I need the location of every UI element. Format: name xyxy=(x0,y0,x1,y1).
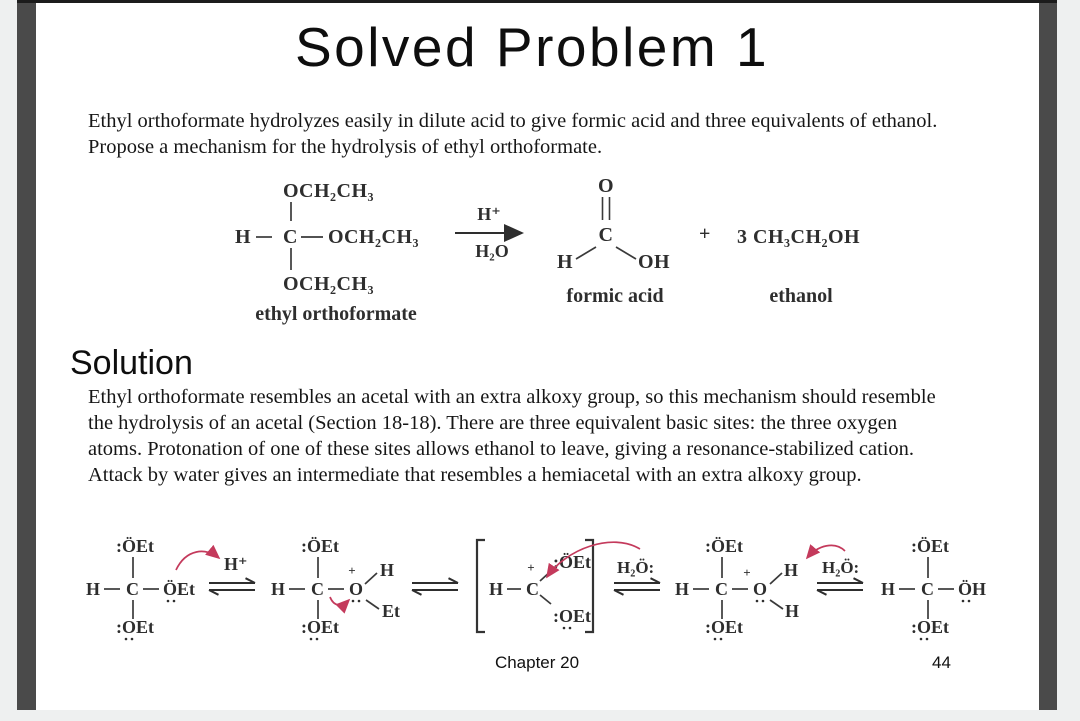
ethanol-label: ethanol xyxy=(769,285,833,307)
solution-line-2: the hydrolysis of an acetal (Section 18-18). There are three equivalent basic sites: the three oxygen xyxy=(88,412,898,434)
lone-pair-dot xyxy=(310,638,313,641)
struct5-h: H xyxy=(881,579,896,599)
struct1-top: :ÖEt xyxy=(116,536,154,556)
reactant-top-group: OCH₂CH₃ xyxy=(283,180,375,202)
struct4-h: H xyxy=(675,579,690,599)
solution-line-3: atoms. Protonation of one of these sites allows ethanol to leave, giving a resonance-stabilized cation. xyxy=(88,438,915,460)
condition-above: H⁺ xyxy=(477,204,501,224)
struct3-charge: + xyxy=(527,560,535,575)
struct2-c: C xyxy=(311,579,324,599)
problem-line-2: Propose a mechanism for the hydrolysis of ethyl orthoformate. xyxy=(88,136,603,158)
frame-bar-right xyxy=(1039,0,1057,710)
solution-line-1: Ethyl orthoformate resembles an acetal with an extra alkoxy group, so this mechanism should resemble xyxy=(88,386,936,408)
ethanol-formula: 3 CH₃CH₂OH xyxy=(737,226,861,248)
frame-bar-left xyxy=(17,0,36,710)
struct4-o: O xyxy=(753,579,768,599)
struct2-bottom: :OEt xyxy=(301,617,339,637)
struct2-h-right: H xyxy=(380,560,395,580)
struct1-c: C xyxy=(126,579,139,599)
struct5-right: ÖH xyxy=(958,579,987,599)
struct5-bottom: :OEt xyxy=(911,617,949,637)
struct3-c: C xyxy=(526,579,539,599)
struct3-top-right: :ÖEt xyxy=(553,552,591,572)
footer-page-number: 44 xyxy=(932,653,951,672)
lone-pair-dot xyxy=(762,600,765,603)
lone-pair-dot xyxy=(962,600,965,603)
struct2-o: O xyxy=(349,579,364,599)
reactant-h: H xyxy=(235,226,252,248)
reactant-c: C xyxy=(283,226,298,248)
struct1-h: H xyxy=(86,579,101,599)
struct2-charge: + xyxy=(348,563,356,578)
lone-pair-dot xyxy=(352,600,355,603)
lone-pair-dot xyxy=(316,638,319,641)
struct1-bottom: :OEt xyxy=(116,617,154,637)
struct4-bottom: :OEt xyxy=(705,617,743,637)
solution-line-4: Attack by water gives an intermediate that resembles a hemiacetal with an extra alkoxy group. xyxy=(88,464,862,486)
struct2-top: :ÖEt xyxy=(301,536,339,556)
lone-pair-dot xyxy=(358,600,361,603)
lone-pair-dot xyxy=(756,600,759,603)
lone-pair-dot xyxy=(926,638,929,641)
lone-pair-dot xyxy=(131,638,134,641)
lone-pair-dot xyxy=(173,600,176,603)
frame-line-top xyxy=(17,0,1057,3)
slide-title: Solved Problem 1 xyxy=(294,16,770,78)
struct2-h: H xyxy=(271,579,286,599)
formic-label: formic acid xyxy=(566,285,664,307)
lone-pair-dot xyxy=(125,638,128,641)
lone-pair-dot xyxy=(720,638,723,641)
water-label-2: H₂Ö: xyxy=(822,558,860,577)
struct4-c: C xyxy=(715,579,728,599)
formic-oh: OH xyxy=(638,251,671,273)
h-plus-label: H⁺ xyxy=(224,554,248,574)
footer-chapter: Chapter 20 xyxy=(494,653,580,672)
lone-pair-dot xyxy=(968,600,971,603)
lone-pair-dot xyxy=(920,638,923,641)
formic-h: H xyxy=(556,251,574,273)
condition-below: H₂O xyxy=(475,241,509,261)
struct2-et: Et xyxy=(382,601,400,621)
struct1-right: ÖEt xyxy=(163,579,196,599)
struct4-h-top: H xyxy=(784,560,799,580)
struct4-top: :ÖEt xyxy=(705,536,743,556)
water-label-1: H₂Ö: xyxy=(617,558,655,577)
struct5-c: C xyxy=(921,579,934,599)
formic-o: O xyxy=(597,175,615,197)
lone-pair-dot xyxy=(167,600,170,603)
struct3-bottom-right: :OEt xyxy=(553,606,591,626)
struct5-top: :ÖEt xyxy=(911,536,949,556)
lone-pair-dot xyxy=(569,627,572,630)
struct3-h: H xyxy=(489,579,504,599)
plus-sign: + xyxy=(699,223,711,245)
struct4-h-bottom: H xyxy=(785,601,800,621)
formic-c: C xyxy=(598,224,614,246)
solution-heading: Solution xyxy=(70,344,193,382)
reactant-right-group: OCH₂CH₃ xyxy=(328,226,420,248)
lone-pair-dot xyxy=(563,627,566,630)
lone-pair-dot xyxy=(714,638,717,641)
problem-line-1: Ethyl orthoformate hydrolyzes easily in dilute acid to give formic acid and three equivalents of ethanol. xyxy=(88,110,938,132)
reactant-bottom-group: OCH₂CH₃ xyxy=(283,273,375,295)
struct4-charge: + xyxy=(743,565,751,580)
reactant-label: ethyl orthoformate xyxy=(255,303,417,325)
